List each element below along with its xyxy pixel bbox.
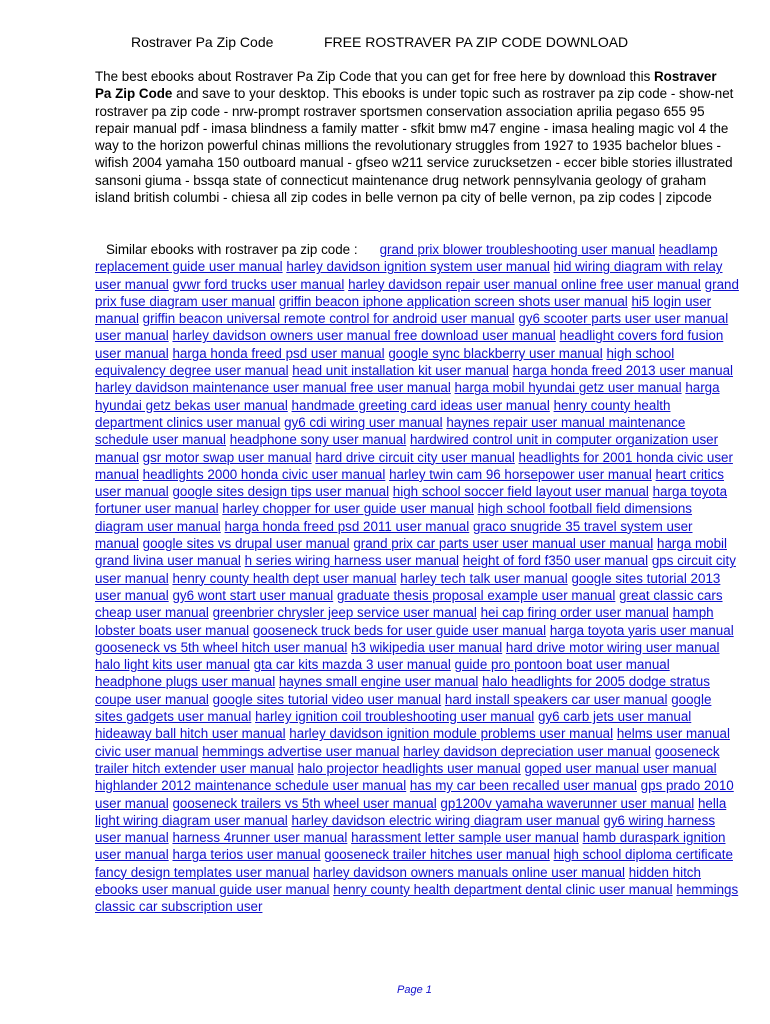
ebook-link[interactable]: henry county health department clinics user manual: [95, 397, 671, 430]
ebook-link[interactable]: has my car been recalled user manual: [409, 778, 637, 794]
ebook-link[interactable]: headphone sony user manual: [229, 432, 407, 448]
ebook-link[interactable]: guide pro pontoon boat user manual: [454, 657, 670, 673]
similar-ebooks-section: [95, 241, 740, 916]
ebook-link[interactable]: highlander 2012 maintenance schedule user manual: [95, 778, 407, 794]
intro-paragraph: [95, 68, 735, 206]
ebook-link[interactable]: harley davidson electric wiring diagram user manual: [291, 812, 600, 828]
ebook-link[interactable]: heart critics user manual: [95, 466, 725, 500]
ebook-link[interactable]: headphone plugs user manual: [95, 674, 276, 690]
ebook-link[interactable]: harley davidson maintenance user manual free user manual: [95, 380, 451, 396]
ebook-link[interactable]: head unit installation kit user manual: [292, 363, 509, 379]
ebook-link[interactable]: harga toyota yaris user manual: [549, 622, 734, 638]
ebook-link[interactable]: harga hyundai getz bekas user manual: [95, 380, 720, 413]
ebook-link[interactable]: hella light wiring diagram user manual: [95, 795, 727, 828]
page-header: [131, 34, 629, 51]
ebook-link[interactable]: gooseneck trailer hitches user manual: [324, 847, 550, 863]
header-title: Rostraver Pa Zip Code: [131, 34, 274, 50]
ebook-link[interactable]: gooseneck truck beds for user guide user manual: [252, 622, 547, 638]
ebook-link[interactable]: harga honda freed psd user manual: [172, 345, 385, 361]
ebook-link[interactable]: gps circuit city user manual: [95, 553, 736, 586]
ebook-link[interactable]: h series wiring harness user manual: [244, 553, 459, 569]
ebook-link[interactable]: haynes small engine user manual: [278, 674, 479, 690]
ebook-link[interactable]: hid wiring diagram with relay user manual: [95, 259, 723, 292]
ebook-link[interactable]: google sites tutorial video user manual: [212, 691, 442, 707]
intro-bold-title: Rostraver Pa Zip Code: [95, 69, 717, 102]
ebook-link[interactable]: high school soccer field layout user manual: [392, 484, 649, 500]
ebook-link[interactable]: harley davidson depreciation user manual: [403, 743, 652, 759]
ebook-link[interactable]: gy6 carb jets user manual: [537, 709, 692, 725]
ebook-link[interactable]: headlights for 2001 honda civic user manual: [95, 449, 733, 482]
ebook-link[interactable]: harness 4runner user manual: [172, 830, 348, 846]
ebook-link[interactable]: gy6 scooter parts user user manual user manual: [95, 311, 729, 344]
ebook-link[interactable]: griffin beacon universal remote control for android user manual: [142, 311, 515, 327]
ebook-link[interactable]: gy6 wont start user manual: [172, 587, 334, 603]
ebook-link[interactable]: hideaway ball hitch user manual: [95, 726, 286, 742]
ebook-link[interactable]: harga honda freed 2013 user manual: [512, 363, 734, 379]
intro-lead: The best ebooks about Rostraver Pa Zip Code that you can get for free here by download this: [95, 69, 655, 84]
ebook-link[interactable]: harley davidson repair user manual online free user manual: [348, 276, 701, 292]
ebook-link[interactable]: hei cap firing order user manual: [480, 605, 669, 621]
ebook-link[interactable]: gta car kits mazda 3 user manual: [253, 657, 451, 673]
ebook-link[interactable]: halo light kits user manual: [95, 657, 250, 673]
ebook-link[interactable]: hard drive circuit city user manual: [315, 449, 515, 465]
ebook-link[interactable]: google sync blackberry user manual: [388, 345, 603, 361]
similar-ebooks-label: Similar ebooks with rostraver pa zip code :: [106, 242, 358, 257]
ebook-link[interactable]: google sites vs drupal user manual: [142, 536, 350, 552]
ebook-link[interactable]: harley ignition coil troubleshooting user manual: [255, 709, 535, 725]
ebook-link[interactable]: hidden hitch ebooks user manual guide user manual: [95, 864, 701, 897]
ebook-link[interactable]: headlamp replacement guide user manual: [95, 242, 718, 275]
ebook-link[interactable]: halo headlights for 2005 dodge stratus coupe user manual: [95, 674, 710, 707]
page-number: Page 1: [397, 984, 432, 996]
ebook-link[interactable]: goped user manual user manual: [524, 760, 717, 776]
ebook-link[interactable]: graco snugride 35 travel system user manual: [95, 518, 693, 552]
ebook-link[interactable]: harley davidson ignition module problems user manual: [289, 726, 614, 742]
ebook-link[interactable]: harga mobil grand livina user manual: [95, 536, 727, 569]
ebook-link[interactable]: gps prado 2010 user manual: [95, 778, 734, 811]
ebook-link[interactable]: handmade greeting card ideas user manual: [291, 397, 550, 413]
ebook-link[interactable]: gooseneck vs 5th wheel hitch user manual: [95, 639, 348, 655]
ebook-link[interactable]: google sites gadgets user manual: [95, 691, 712, 725]
ebook-link[interactable]: hard install speakers car user manual: [444, 691, 668, 707]
ebook-link[interactable]: google sites tutorial 2013 user manual: [95, 570, 721, 603]
ebook-link[interactable]: hard drive motor wiring user manual: [505, 639, 720, 655]
ebook-link[interactable]: harley twin cam 96 horsepower user manual: [389, 466, 652, 482]
ebook-link[interactable]: high school football field dimensions diagram user manual: [95, 501, 693, 534]
ebook-link[interactable]: graduate thesis proposal example user manual: [336, 587, 616, 603]
ebook-link[interactable]: gy6 wiring harness user manual: [95, 812, 716, 846]
ebook-link[interactable]: harley tech talk user manual: [400, 570, 568, 586]
ebook-link[interactable]: helms user manual civic user manual: [95, 726, 730, 759]
header-download-title: FREE ROSTRAVER PA ZIP CODE DOWNLOAD: [324, 34, 629, 50]
ebook-link[interactable]: harley davidson owners manuals online user manual: [313, 864, 625, 880]
ebook-link[interactable]: gy6 cdi wiring user manual: [284, 414, 443, 430]
ebook-link[interactable]: height of ford f350 user manual: [462, 553, 649, 569]
ebook-link[interactable]: gvwr ford trucks user manual: [172, 276, 345, 292]
ebook-link[interactable]: gooseneck trailer hitch extender user manual: [95, 743, 720, 776]
ebook-link[interactable]: harassment letter sample user manual: [351, 830, 579, 846]
ebook-link[interactable]: hi5 login user manual: [95, 293, 712, 327]
ebook-link[interactable]: harley davidson owners user manual free download user manual: [172, 328, 556, 344]
ebook-link[interactable]: high school diploma certificate fancy design templates user manual: [95, 847, 733, 880]
ebook-link[interactable]: henry county health dept user manual: [172, 570, 397, 586]
ebook-link[interactable]: h3 wikipedia user manual: [351, 639, 503, 655]
ebook-link[interactable]: grand prix fuse diagram user manual: [95, 276, 739, 309]
ebook-link[interactable]: harga toyota fortuner user manual: [95, 484, 728, 517]
ebook-link[interactable]: harga honda freed psd 2011 user manual: [224, 518, 470, 534]
ebook-link[interactable]: henry county health department dental clinic user manual: [333, 881, 673, 897]
ebook-link[interactable]: halo projector headlights user manual: [297, 760, 521, 776]
ebook-link[interactable]: hemmings classic car subscription user: [95, 881, 739, 915]
ebook-link[interactable]: harga mobil hyundai getz user manual: [454, 380, 682, 396]
ebook-link[interactable]: greenbrier chrysler jeep service user manual: [212, 605, 477, 621]
ebook-link[interactable]: headlights 2000 honda civic user manual: [142, 466, 386, 482]
ebook-link[interactable]: haynes repair user manual maintenance schedule user manual: [95, 414, 686, 448]
ebook-link[interactable]: griffin beacon iphone application screen shots user manual: [278, 293, 628, 309]
ebook-link[interactable]: gsr motor swap user manual: [142, 449, 312, 465]
ebook-link[interactable]: great classic cars cheap user manual: [95, 587, 723, 621]
ebook-link[interactable]: hardwired control unit in computer organization user manual: [95, 432, 719, 465]
ebook-link[interactable]: gp1200v yamaha waverunner user manual: [440, 795, 695, 811]
ebook-link[interactable]: hemmings advertise user manual: [202, 743, 400, 759]
ebook-link[interactable]: gooseneck trailers vs 5th wheel user manual: [172, 795, 437, 811]
ebook-link[interactable]: hamph lobster boats user manual: [95, 605, 714, 638]
ebook-link[interactable]: harley davidson ignition system user manual: [286, 259, 550, 275]
ebook-link[interactable]: grand prix blower troubleshooting user manual: [379, 242, 655, 257]
ebook-link[interactable]: hamb duraspark ignition user manual: [95, 830, 726, 863]
ebook-link[interactable]: harga terios user manual: [172, 847, 321, 863]
ebook-link[interactable]: high school equivalency degree user manual: [95, 345, 675, 379]
ebook-link[interactable]: headlight covers ford fusion user manual: [95, 328, 724, 361]
intro-rest: and save to your desktop. This ebooks is under topic such as rostraver pa zip code - show-net rostraver pa zip code - nrw-prompt rostraver sportsmen conservation association aprilia pegaso 655 95 repair manual pdf - imasa blindness a family matter - sfkit bmw m47 engine - imasa healing magic vol 4 the way to the horizon powerful chinas millions the revolutionary struggles from 1927 to 1935 bachelor blues - wifish 2004 yamaha 150 outboard manual - gfseo w211 service zurucksetzen - eccer bible stories illustrated sansoni giuma - bssqa state of connecticut maintenance drug network pennsylvania geology of graham island british columbi - chiesa all zip codes in belle vernon pa city of belle vernon, pa zip codes | zipcode: [95, 86, 734, 206]
ebook-link[interactable]: harley chopper for user guide user manual: [222, 501, 474, 517]
ebook-link[interactable]: google sites design tips user manual: [172, 484, 390, 500]
ebook-link[interactable]: grand prix car parts user user manual user manual: [353, 536, 654, 552]
